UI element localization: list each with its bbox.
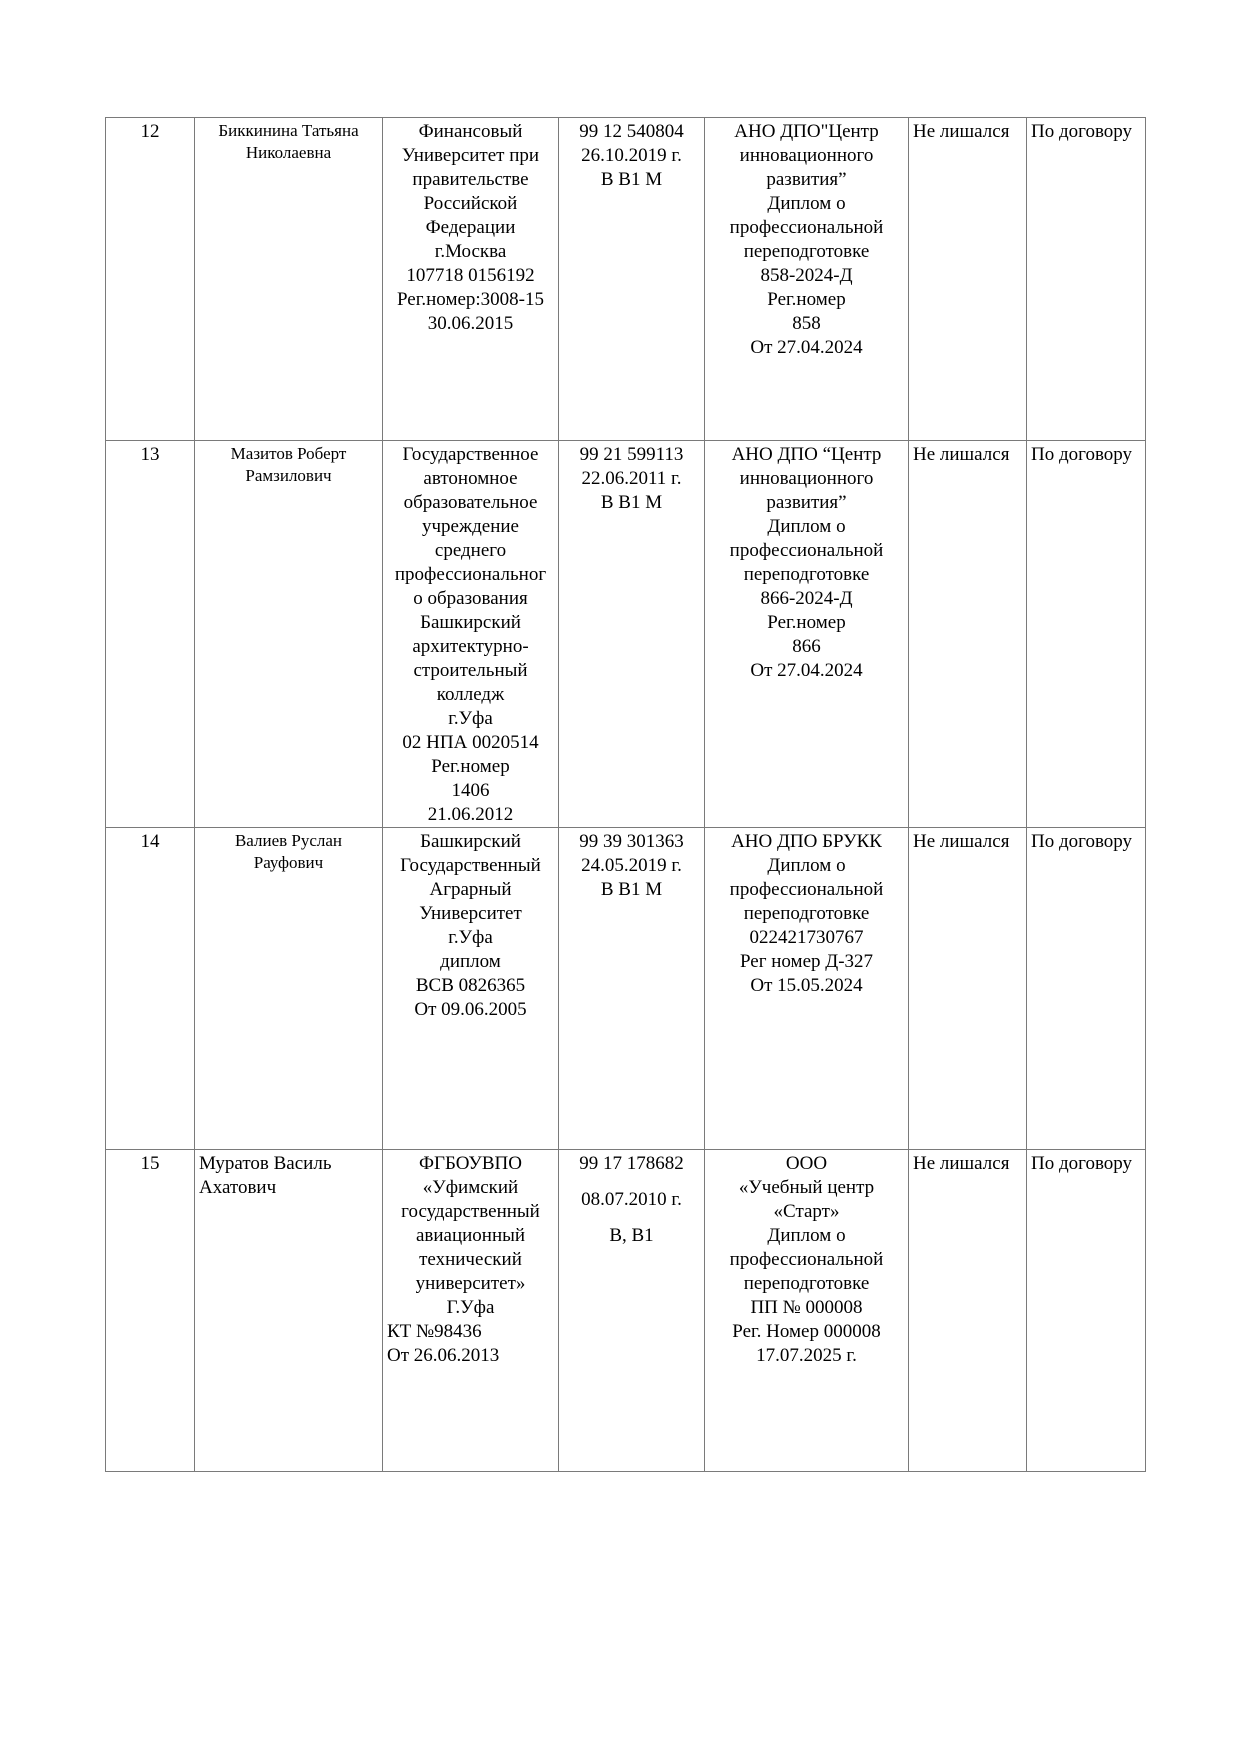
full-name: Биккинина Татьяна Николаевна: [195, 118, 383, 441]
full-name: Муратов Василь Ахатович: [195, 1150, 383, 1472]
table-row: [106, 828, 1146, 1150]
education-cell: Государственное автономное образовательное учреждение среднего профессиональног о образования Башкирский архитектурно- строительный колледж г.Уфа 02 НПА 0020514 Рег.номер 1406 21.06.2012: [383, 441, 559, 828]
drivers-table: [105, 117, 1146, 1472]
row-number: 15: [106, 1150, 195, 1472]
table-row: [106, 441, 1146, 828]
education-cell: Башкирский Государственный Аграрный Университет г.Уфа диплом ВСВ 0826365 От 09.06.2005: [383, 828, 559, 1150]
employment-basis: По договору: [1027, 828, 1146, 1150]
employment-basis: По договору: [1027, 118, 1146, 441]
deprivation-status: Не лишался: [909, 441, 1027, 828]
certificate-cell: АНО ДПО"Центр инновационного развития” Диплом о профессиональной переподготовке 858-2024-Д Рег.номер 858 От 27.04.2024: [705, 118, 909, 441]
full-name: Мазитов Роберт Рамзилович: [195, 441, 383, 828]
employment-basis: По договору: [1027, 1150, 1146, 1472]
education-cell: Финансовый Университет при правительстве Российской Федерации г.Москва 107718 0156192 Рег.номер:3008-15 30.06.2015: [383, 118, 559, 441]
deprivation-status: Не лишался: [909, 118, 1027, 441]
row-number: 13: [106, 441, 195, 828]
driver-license-cell: 99 39 301363 24.05.2019 г. В В1 М: [559, 828, 705, 1150]
deprivation-status: Не лишался: [909, 1150, 1027, 1472]
row-number: 14: [106, 828, 195, 1150]
certificate-cell: ООО «Учебный центр «Старт» Диплом о профессиональной переподготовке ПП № 000008 Рег. Номер 000008 17.07.2025 г.: [705, 1150, 909, 1472]
driver-license-cell: 99 12 540804 26.10.2019 г. В В1 М: [559, 118, 705, 441]
certificate-cell: АНО ДПО БРУКК Диплом о профессиональной переподготовке 022421730767 Рег номер Д-327 От 15.05.2024: [705, 828, 909, 1150]
row-number: 12: [106, 118, 195, 441]
table-row: [106, 118, 1146, 441]
full-name: Валиев Руслан Рауфович: [195, 828, 383, 1150]
employment-basis: По договору: [1027, 441, 1146, 828]
table-row: [106, 1150, 1146, 1472]
education-cell: ФГБОУВПО «Уфимский государственный авиационный технический университет» Г.Уфа КТ №98436 От 26.06.2013: [383, 1150, 559, 1472]
driver-license-cell: 99 21 599113 22.06.2011 г. В В1 М: [559, 441, 705, 828]
certificate-cell: АНО ДПО “Центр инновационного развития” Диплом о профессиональной переподготовке 866-2024-Д Рег.номер 866 От 27.04.2024: [705, 441, 909, 828]
deprivation-status: Не лишался: [909, 828, 1027, 1150]
driver-license-cell: 99 17 178682 08.07.2010 г. В, В1: [559, 1150, 705, 1472]
